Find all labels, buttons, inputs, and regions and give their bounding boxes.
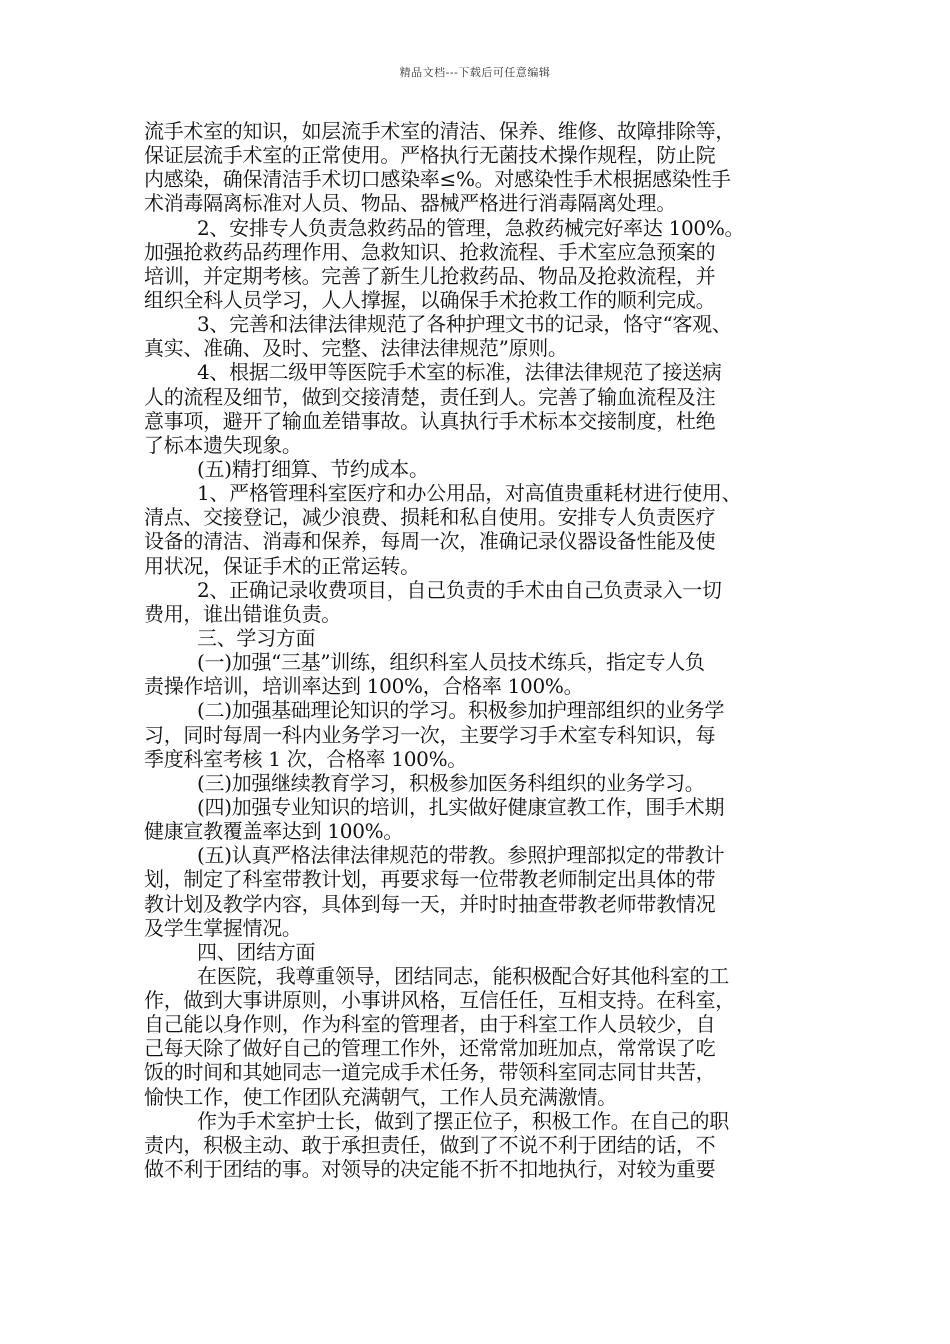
document-line: 2、正确记录收费项目，自己负责的手术由自己负责录入一切: [197, 577, 722, 602]
document-line: 健康宣教覆盖率达到 100%。: [144, 819, 404, 844]
document-line: 作为手术室护士长，做到了摆正位子，积极工作。在自己的职: [197, 1108, 729, 1133]
document-line: (五)精打细算、节约成本。: [197, 456, 429, 481]
document-line: 三、学习方面: [197, 625, 316, 650]
document-line: (四)加强专业知识的培训，扎实做好健康宣教工作，围手术期: [197, 794, 725, 819]
document-line: 内感染，确保清洁手术切口感染率≤%。对感染性手术根据感染性手: [144, 167, 731, 192]
document-line: 3、完善和法律法律规范了各种护理文书的记录，恪守“客观、: [197, 312, 732, 337]
document-line: 术消毒隔离标准对人员、物品、器械严格进行消毒隔离处理。: [144, 191, 676, 216]
document-line: 4、根据二级甲等医院手术室的标准，法律法律规范了接送病: [197, 360, 722, 385]
document-line: 习，同时每周一科内业务学习一次，主要学习手术室专科知识，每: [144, 722, 716, 747]
document-line: 清点、交接登记，减少浪费、损耗和私自使用。安排专人负责医疗: [144, 505, 716, 530]
document-line: 做不利于团结的事。对领导的决定能不折不扣地执行，对较为重要: [144, 1157, 716, 1182]
document-line: 愉快工作，使工作团队充满朝气，工作人员充满激情。: [144, 1084, 617, 1109]
document-line: 季度科室考核 1 次，合格率 100%。: [144, 746, 467, 771]
document-line: 培训，并定期考核。完善了新生儿抢救药品、物品及抢救流程，并: [144, 263, 716, 288]
document-body: [144, 119, 810, 1181]
document-line: (二)加强基础理论知识的学习。积极参加护理部组织的业务学: [197, 698, 725, 723]
document-line: 人的流程及细节，做到交接清楚，责任到人。完善了输血流程及注: [144, 384, 716, 409]
document-line: 教计划及教学内容，具体到每一天，并时时抽查带教老师带教情况: [144, 891, 716, 916]
page-header: 精品文档---下载后可任意编辑: [399, 66, 551, 79]
document-line: 己每天除了做好自己的管理工作外，还常常加班加点，常常误了吃: [144, 1036, 716, 1061]
document-line: 饭的时间和其她同志一道完成手术任务，带领科室同志同甘共苦，: [144, 1060, 716, 1085]
document-line: 设备的清洁、消毒和保养，每周一次，准确记录仪器设备性能及使: [144, 529, 716, 554]
document-line: 2、安排专人负责急救药品的管理，急救药械完好率达 100%。: [197, 215, 745, 240]
document-line: 责操作培训，培训率达到 100%，合格率 100%。: [144, 674, 584, 699]
document-line: 作，做到大事讲原则，小事讲风格，互信任任，互相支持。在科室，: [144, 988, 735, 1013]
document-line: 真实、准确、及时、完整、法律法律规范”原则。: [144, 336, 568, 361]
document-line: 责内，积极主动、敢于承担责任，做到了不说不利于团结的话，不: [144, 1132, 716, 1157]
document-line: 意事项，避开了输血差错事故。认真执行手术标本交接制度，杜绝: [144, 408, 716, 433]
document-line: (五)认真严格法律法律规范的带教。参照护理部拟定的带教计: [197, 843, 725, 868]
document-line: 四、团结方面: [197, 939, 316, 964]
document-line: (三)加强继续教育学习，积极参加医务科组织的业务学习。: [197, 770, 705, 795]
document-line: 保证层流手术室的正常使用。严格执行无菌技术操作规程，防止院: [144, 143, 716, 168]
document-line: 组织全科人员学习，人人撑握，以确保手术抢救工作的顺利完成。: [144, 287, 716, 312]
document-line: (一)加强“三基”训练，组织科室人员技术练兵，指定专人负: [197, 650, 705, 675]
document-line: 用状况，保证手术的正常运转。: [144, 553, 420, 578]
document-line: 费用，谁出错谁负责。: [144, 601, 341, 626]
document-line: 自己能以身作则，作为科室的管理者，由于科室工作人员较少，自: [144, 1012, 716, 1037]
document-line: 加强抢救药品药理作用、急救知识、抢救流程、手术室应急预案的: [144, 239, 716, 264]
document-line: 划，制定了科室带教计划，再要求每一位带教老师制定出具体的带: [144, 867, 716, 892]
document-line: 流手术室的知识，如层流手术室的清洁、保养、维修、故障排除等，: [144, 119, 735, 143]
document-line: 在医院，我尊重领导，团结同志，能积极配合好其他科室的工: [197, 963, 729, 988]
document-line: 1、严格管理科室医疗和办公用品，对高值贵重耗材进行使用、: [197, 481, 742, 506]
document-line: 了标本遗失现象。: [144, 432, 302, 457]
document-line: 及学生掌握情况。: [144, 915, 302, 940]
